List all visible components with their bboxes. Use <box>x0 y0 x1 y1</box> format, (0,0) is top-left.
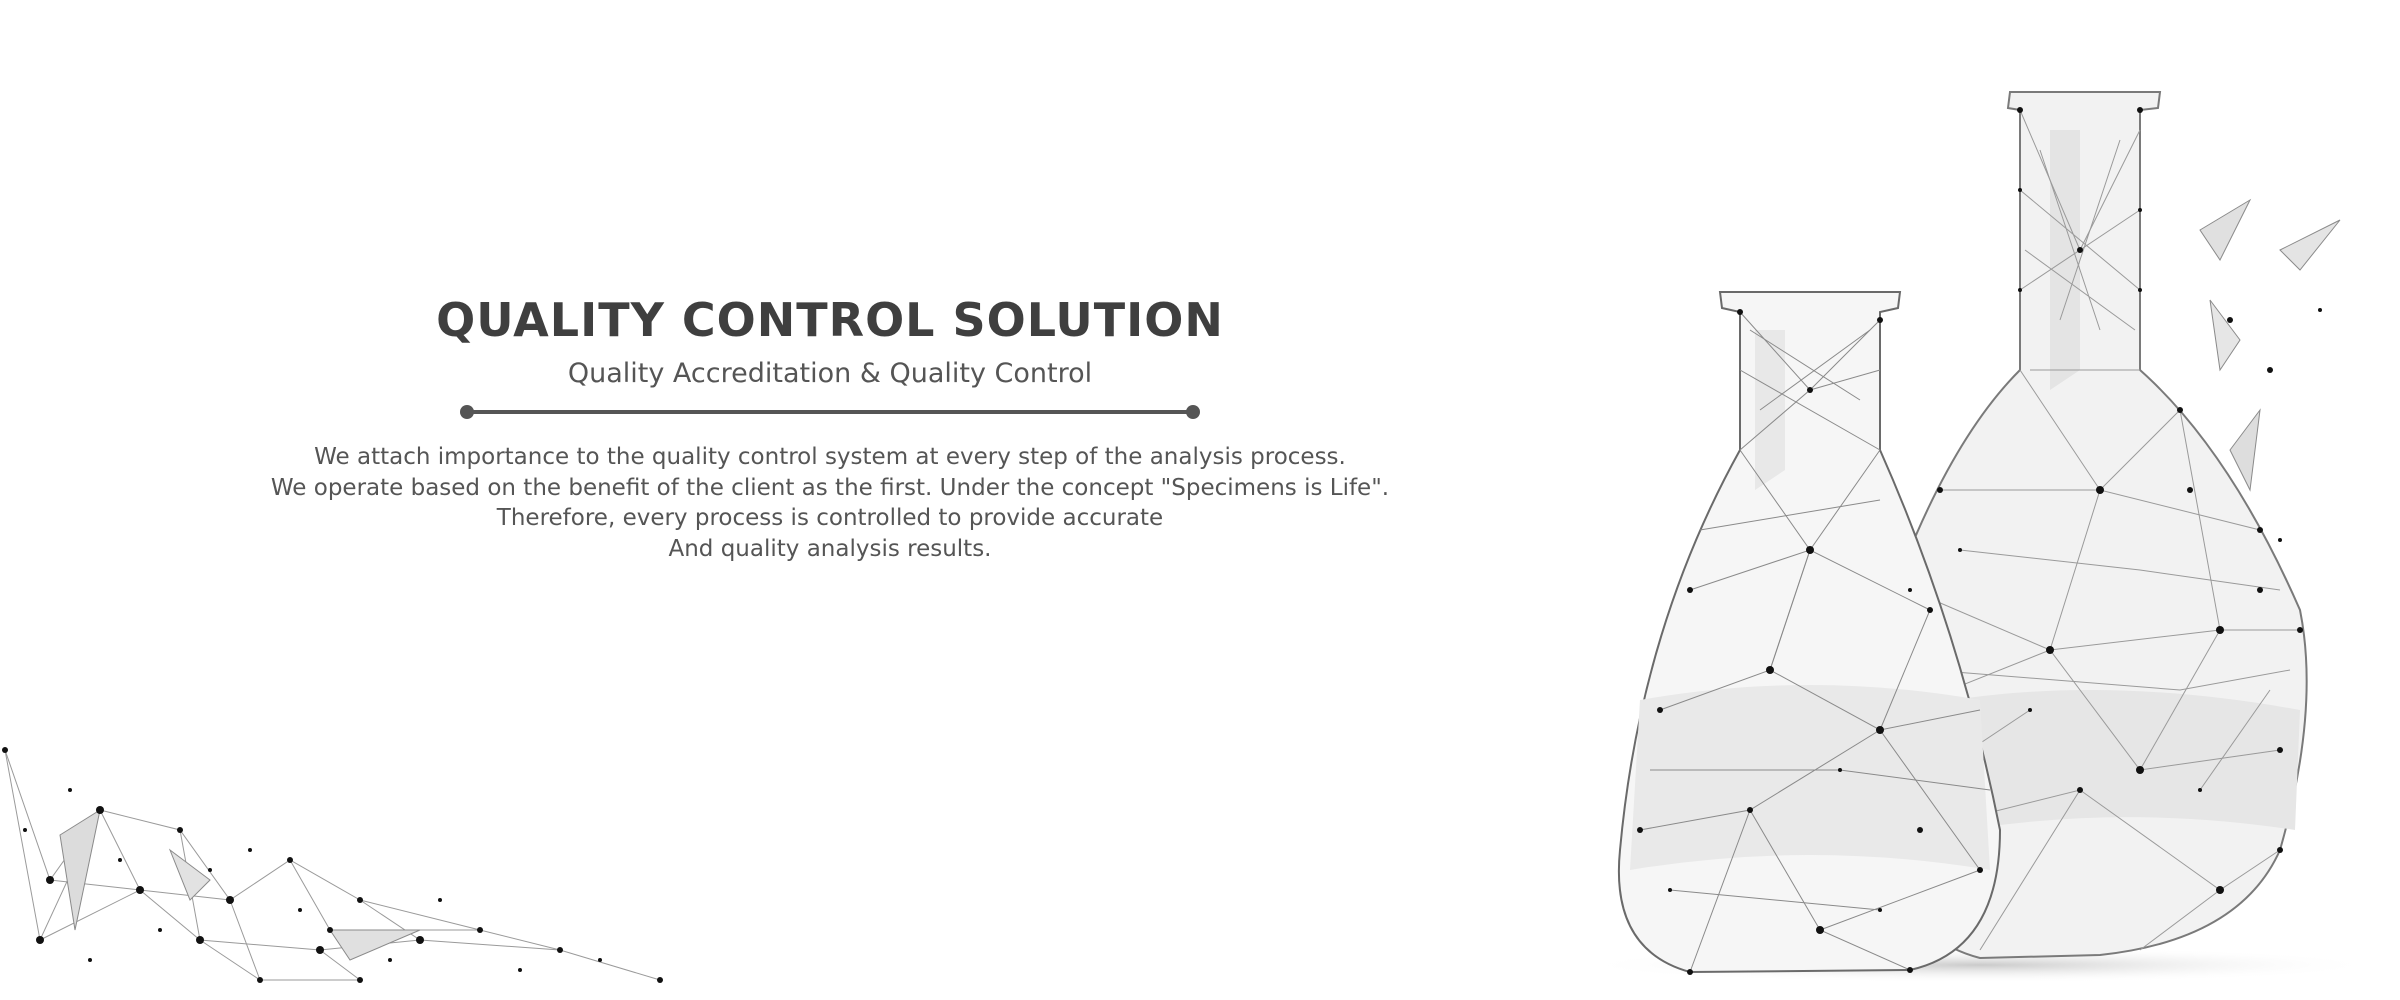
page-subtitle: Quality Accreditation & Quality Control <box>567 358 1093 389</box>
description-line-1: We attach importance to the quality control system at every step of the analysis process. <box>314 444 1346 470</box>
divider-dot-right <box>1186 405 1200 419</box>
laboratory-flasks-icon <box>1580 70 2380 990</box>
scatter-fragments <box>60 810 420 960</box>
network-particles-icon <box>0 730 680 1000</box>
divider-line <box>468 410 1192 414</box>
conical-flask-icon <box>1619 292 2000 972</box>
hero-description <box>0 442 1660 564</box>
page-title: QUALITY CONTROL SOLUTION <box>436 293 1224 347</box>
description-line-3: Therefore, every process is controlled to provide accurate <box>496 505 1164 531</box>
description-line-4: And quality analysis results. <box>668 535 992 562</box>
hero-text-block <box>0 290 1660 564</box>
divider-dot-left <box>460 405 474 419</box>
title-divider <box>460 404 1200 420</box>
description-line-2: We operate based on the benefit of the client as the first. Under the concept "Specimens is Life". <box>270 474 1390 501</box>
